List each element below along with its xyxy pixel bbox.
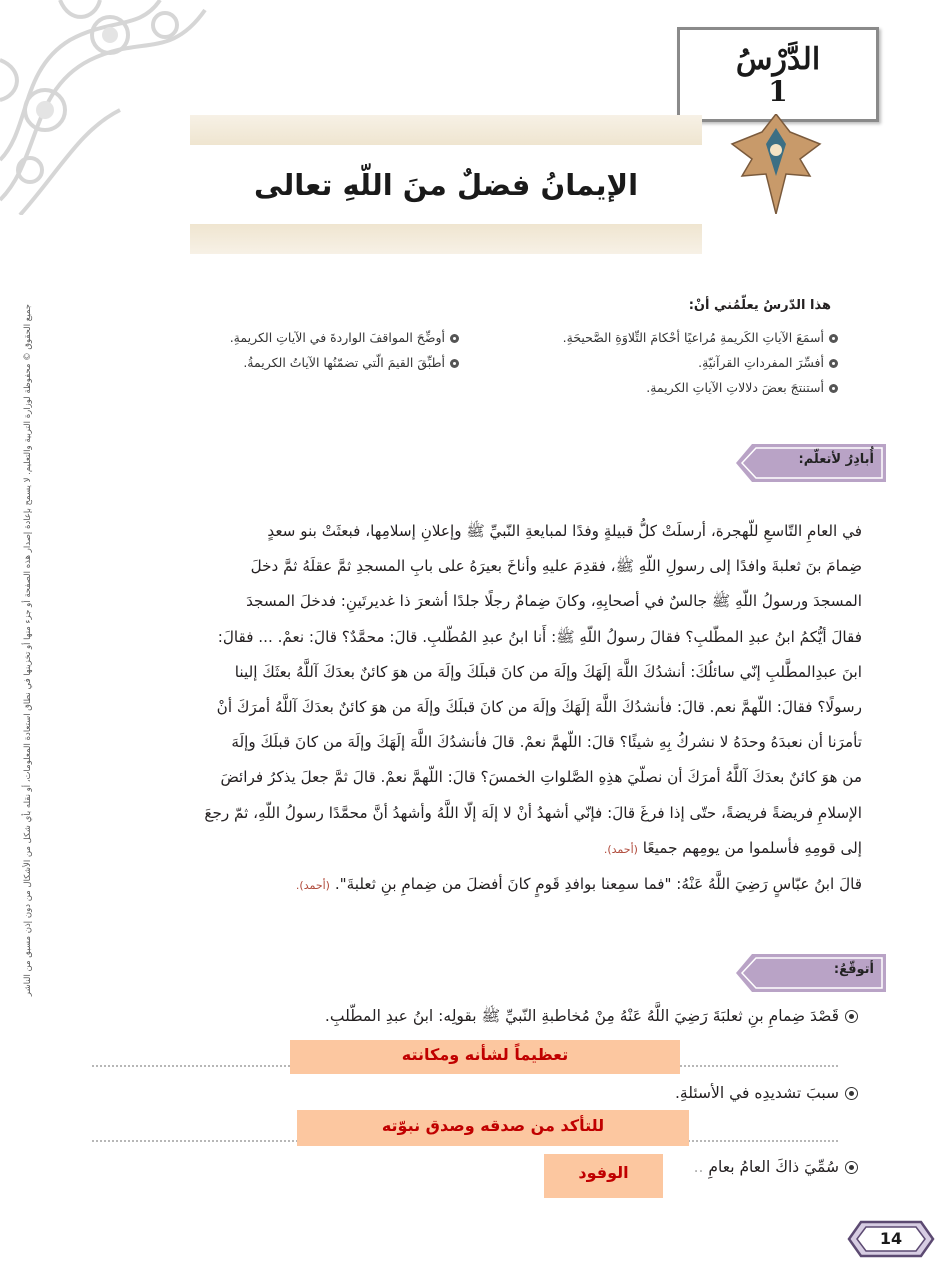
story-line: رسولًا؟ فقالَ: اللّهمَّ نعم. قالَ: فأنشدُكَ اللَّهَ إلَهَكَ وإلَهَ من كانَ قبلَكَ وإلَهَ من هوَ كائنٌ بعدَكَ آللَّهُ أمرَكَ أنْ: [216, 698, 862, 717]
lesson-number: 1: [768, 75, 788, 108]
bullet-icon: [829, 334, 838, 343]
citation: (أحمد).: [295, 879, 330, 893]
answer-3[interactable]: الوفود: [544, 1154, 663, 1198]
question-3: سُمِّيَ ذاكَ العامُ بعامِ ..: [694, 1158, 858, 1176]
question-2: سببَ تشديدِه في الأسئلةِ.: [675, 1084, 858, 1102]
objective-item: أسمَعَ الآياتِ الكَريمةِ مُراعيًا أحْكامَ التِّلاوَةِ الصَّحيحَةِ.: [563, 330, 838, 345]
answer-1[interactable]: تعظيماً لشأنه ومكانته: [290, 1040, 680, 1074]
lesson-pendant-ornament: [720, 114, 832, 214]
story-line: فقالَ أيُّكمُ ابنُ عبدِ المطّلبِ؟ فقالَ رسولُ اللّهِ ﷺ: أَنا ابنُ عبدِ المُطّلبِ. قالَ: محمَّدٌ؟ قالَ: نعمْ. ... فقالَ:: [217, 627, 862, 646]
citation: (أحمد).: [603, 842, 638, 856]
objectives-heading: هذا الدّرسُ يعلّمُني أنْ:: [688, 298, 831, 313]
quote-line: قالَ ابنُ عبّاسٍ رَضِيَ اللَّهُ عَنْهُ: "فما سمِعنا بوافدِ قَومٍ كانَ أفضلَ من ضِمامِ بنِ ثعلبةَ". (أحمد).: [295, 875, 862, 894]
bullet-icon: [845, 1087, 858, 1100]
learn-section-tab: [736, 440, 886, 486]
story-line: تأمرَنا أن نعبدَهُ وحدَهُ لا نشركُ بِهِ شيئًا؟ قالَ: اللّهمَّ نعمْ. قالَ فأنشدُكَ اللَّهَ إلَهَكَ وإلَهَ من كانَ قبلَكَ وإلَهَ: [231, 733, 862, 752]
bullet-icon: [845, 1161, 858, 1174]
lesson-word: الدَّرْسُ: [735, 42, 821, 77]
expect-section-tab: [736, 950, 886, 996]
answer-2[interactable]: للتأكد من صدقه وصدق نبوّته: [297, 1110, 689, 1146]
story-line-last: إلى قومِهِ فأسلموا من يومِهم جميعًا (أحمد).: [603, 838, 862, 857]
objective-item: أطبِّقَ القيمَ الّتي تضمّنُها الآياتُ الكريمةُ.: [243, 355, 459, 370]
learn-tab-label: أُبادِرُ لأتعلّم:: [798, 452, 874, 467]
story-line: المسجدَ ورسولُ اللّهِ ﷺ جالسٌ في أصحابِهِ، وكانَ ضِمامٌ رجلًا جلدًا أشعرَ ذا غديرتَينِ: فدخلَ المسجدَ: [246, 592, 862, 611]
bullet-icon: [450, 334, 459, 343]
title-banner-top: [190, 115, 702, 145]
corner-ornament: [0, 0, 215, 215]
copyright-note: جميع الحقوق © محفوظة لوزارة التربية والتعليم. لا يسمح بإعادة إصدار هذه الصفحة أو جزء منها أو تخزينها في نطاق استعادة المعلومات، أو نقله بأي شكل من الأشكال من دون إذن مسبق من الناشر: [23, 303, 33, 997]
objective-item: أفسِّرَ المفرداتِ القرآنيّةِ.: [698, 355, 838, 370]
bullet-icon: [829, 359, 838, 368]
story-line: الإسلامِ فريضةً فريضةً، حتّى إذا فرغَ قالَ: فإنّي أشهدُ أنْ لا إلَهَ إلّا اللَّهُ وأشهدُ أنَّ محمَّدًا رسولُ اللّهِ، ثمّ رجعَ: [204, 803, 862, 822]
story-line: في العامِ التّاسعِ للّهجرة، أرسلَتْ كلُّ قبيلةٍ وفدًا لمبايعةِ النّبيِّ ﷺ وإعلانِ إسلامِها، فبعثَتْ بنو سعدٍ: [267, 522, 862, 540]
story-line: ضِمامَ بنَ ثعلبةَ وافدًا إلى رسولِ اللّهِ ﷺ، فقدِمَ عليهِ وأناخَ بعيرَهُ على بابِ المسجدِ ثمَّ عقلَهُ ثمَّ دخلَ: [250, 557, 862, 576]
story-paragraph: [80, 514, 862, 903]
objective-item: أستنتجَ بعضَ دلالاتِ الآياتِ الكريمةِ.: [646, 380, 838, 395]
bullet-icon: [829, 384, 838, 393]
bullet-icon: [450, 359, 459, 368]
question-1: قَصْدَ ضِمامِ بنِ ثعلبَةَ رَضِيَ اللَّهُ عَنْهُ مِنْ مُخاطبةِ النّبيِّ ﷺ بقولِه: ابنُ عبدِ المطّلبِ.: [325, 1006, 858, 1029]
objective-item: أوضِّحَ المواقفَ الواردةَ في الآياتِ الكريمةِ.: [230, 330, 459, 345]
bullet-icon: [845, 1010, 858, 1023]
page-number: 14: [879, 1229, 903, 1248]
lesson-label-box: [677, 27, 879, 122]
title-banner-bottom: [190, 224, 702, 254]
page-title: الإيمانُ فضلٌ منَ اللّهِ تعالى: [253, 168, 639, 202]
expect-tab-label: أتوقّعُ:: [833, 962, 874, 977]
story-line: ابنَ عبدِالمطَّلبِ إنّي سائلُكَ: أنشدُكَ اللَّهَ إلَهَكَ وإلَهَ من كانَ قبلَكَ وإلَهَ من هوَ كائنٌ بعدَكَ آللَّهُ بعثَكَ إلينا: [234, 662, 862, 681]
story-line: من هوَ كائنٌ بعدَكَ آللَّهُ أمرَكَ أن نصلّيَ هذِهِ الصَّلواتِ الخمسَ؟ قالَ: اللّهمَّ نعمْ. قالَ ثمَّ جعلَ يذكرُ فرائضَ: [220, 768, 862, 787]
